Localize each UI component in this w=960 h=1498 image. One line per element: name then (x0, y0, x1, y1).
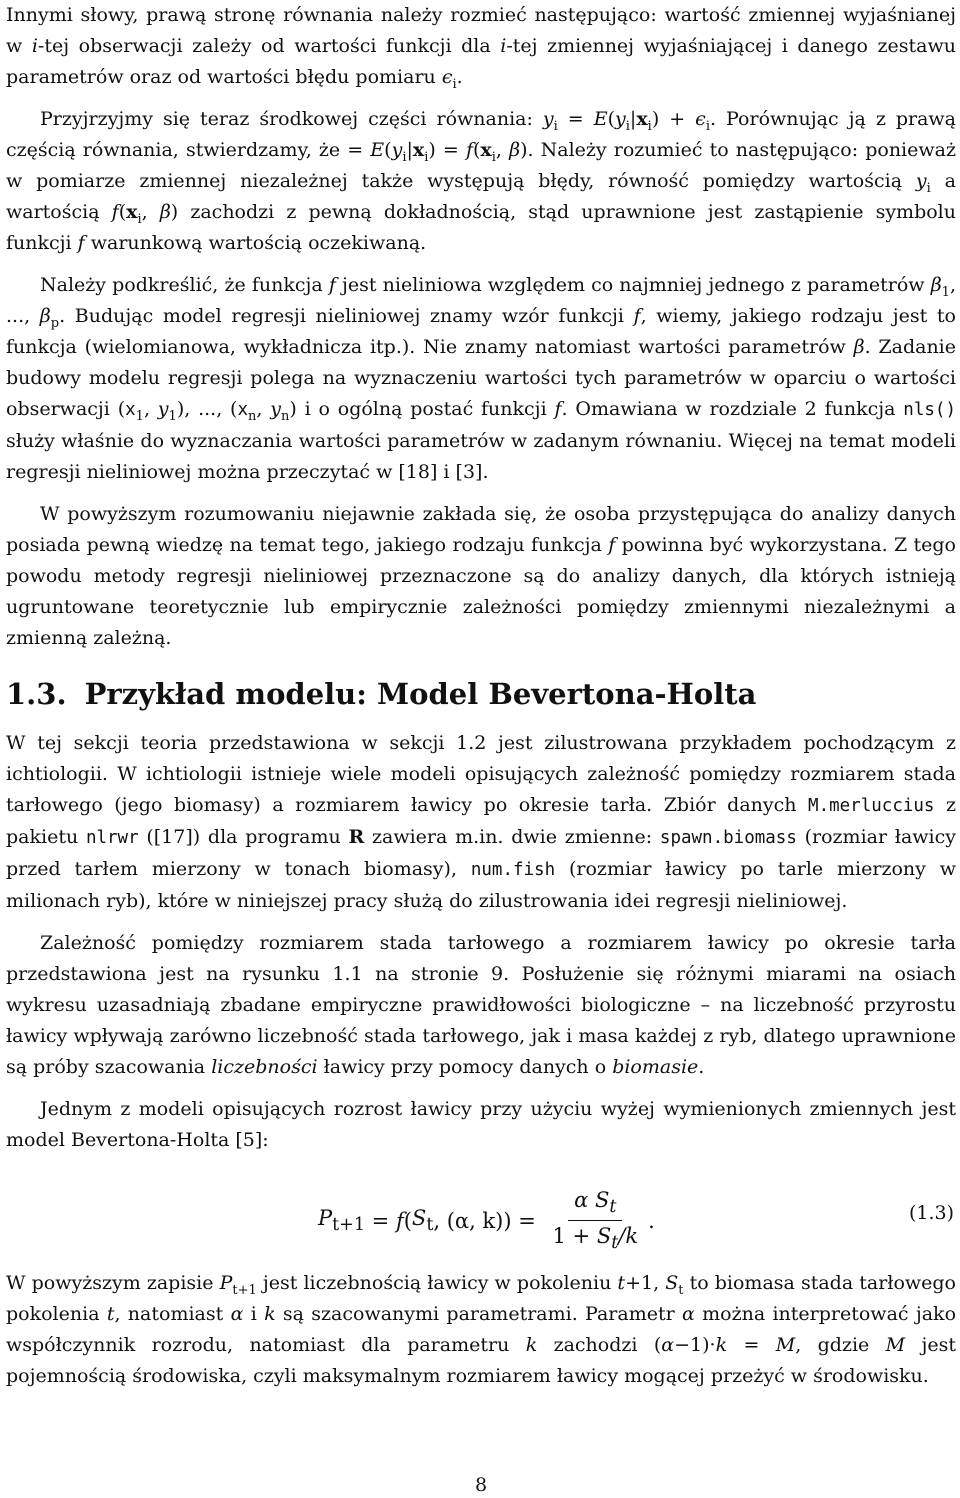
text-segment: ([17]) dla programu (138, 826, 349, 848)
text-segment: y (270, 398, 281, 420)
section-heading (6, 676, 956, 712)
text-segment: t (678, 1282, 684, 1298)
after-equation-text (6, 1268, 956, 1392)
text-segment: +1, (625, 1272, 666, 1294)
text-segment: ), ..., ( (176, 398, 238, 420)
text-segment: Należy podkreślić, że funkcja (40, 274, 329, 296)
text-segment: , gdzie (795, 1334, 886, 1356)
equation-number: (1.3) (908, 1202, 954, 1224)
text-segment: β (39, 305, 51, 327)
text-segment: β (853, 336, 865, 358)
text-segment: f (77, 232, 85, 254)
text-segment: y (542, 108, 554, 130)
text-segment: i (137, 211, 142, 227)
text-segment: . Budując model regresji nieliniowej znamy wzór funkcji (59, 305, 634, 327)
text-segment: ) + (651, 108, 696, 130)
text-segment: x (237, 400, 249, 420)
text-segment: spawn.biomass (659, 828, 797, 848)
page-number: 8 (474, 1474, 488, 1496)
section-number: 1.3. (6, 677, 67, 711)
text-segment: M.merluccius (808, 796, 935, 816)
text-segment: | (406, 139, 413, 161)
text-segment: t (106, 1303, 115, 1325)
paragraph (6, 270, 956, 488)
eq-numerator (568, 1188, 622, 1221)
text-segment: . Omawiana w rozdziale 2 funkcja (561, 398, 904, 420)
text-segment: f (608, 534, 616, 556)
text-segment: biomasie (612, 1056, 699, 1078)
text-segment: zachodzi ( (537, 1334, 662, 1356)
text-segment: S (665, 1272, 679, 1294)
text-segment: α (682, 1303, 695, 1325)
text-segment: (rozmiar ławicy przed tarłem mierzony w tonach biomasy), (6, 826, 956, 880)
text-segment: i (625, 118, 630, 134)
text-segment: i (705, 118, 710, 134)
text-segment: y (915, 170, 927, 192)
text-segment: Innymi słowy, prawą stronę równania należy rozmieć następująco: wartość zmiennej wyjaśnianej w (6, 4, 956, 57)
text-segment: f (554, 398, 562, 420)
text-segment: -tej obserwacji zależy od wartości funkcji dla (37, 35, 501, 57)
text-segment: 1 (135, 408, 144, 424)
text-segment: i (553, 118, 558, 134)
text-segment: β (930, 274, 942, 296)
text-segment: P (219, 1272, 233, 1294)
text-segment: z pakietu (6, 794, 956, 848)
equation-content (318, 1188, 655, 1253)
text-segment: ławicy przy pomocy danych o (317, 1056, 613, 1078)
text-segment: α (661, 1334, 675, 1356)
eq-den-one: 1 + (552, 1224, 597, 1249)
eq-S-arg (412, 1206, 433, 1235)
text-segment: k (525, 1334, 538, 1356)
text-segment: i (926, 180, 931, 196)
eq-equals-1: = (364, 1208, 396, 1233)
text-segment: . (698, 1056, 705, 1078)
text-segment: x (480, 139, 492, 161)
section-text (6, 728, 956, 1156)
text-segment: W tej sekcji teoria przedstawiona w sekcji 1.2 jest zilustrowana przykładem pochodzącym z ichtiologii. W ichtiologii istnieje wiele modeli opisujących zależność pomiędzy rozmiarem stada tarłowego (jego biomasy) a rozmiarem ławicy po okresie tarła. Zbiór danych (6, 732, 956, 816)
text-segment: | (629, 108, 637, 130)
text-segment: nls() (903, 400, 956, 420)
text-segment: M (775, 1334, 796, 1356)
paragraph (6, 0, 956, 93)
text-segment: num.fish (470, 860, 556, 880)
eq-fraction (547, 1188, 645, 1253)
text-segment: ( (473, 139, 481, 161)
text-segment: ) zachodzi z pewną dokładnością, stąd uprawnione jest zastąpienie symbolu funkcji (6, 201, 956, 254)
text-segment: ) = (428, 139, 466, 161)
paragraph (6, 104, 956, 259)
text-segment: x (126, 201, 138, 223)
text-segment: E (593, 108, 608, 130)
text-segment: . (456, 66, 463, 88)
text-segment: , wiemy, jakiego rodzaju jest to funkcja (wielomianowa, wykładnicza itp.). Nie znamy natomiast wartości parametrów (6, 305, 956, 358)
eq-den-S: S (596, 1224, 612, 1249)
text-segment: k (264, 1303, 276, 1325)
text-segment: t+1 (232, 1282, 257, 1298)
text-segment: powinna być wykorzystana. Z tego powodu metody regresji nieliniowej przeznaczone są do analizy danych, dla których istnieją ugruntowane teoretycznie lub empirycznie zależności pomiędzy zmiennymi niezależnymi a zmienną zależną. (6, 534, 956, 649)
text-segment: f (111, 201, 119, 223)
text-segment: E (370, 139, 385, 161)
eq-args: , (α, k)) = (433, 1208, 543, 1233)
text-segment: x (412, 139, 425, 161)
eq-lhs (318, 1206, 365, 1235)
text-segment: β (159, 201, 171, 223)
text-segment: ( (118, 201, 127, 223)
paragraph (6, 1094, 956, 1156)
text-segment: α (230, 1303, 244, 1325)
eq-paren: ( (403, 1208, 412, 1233)
section-title (6, 676, 956, 712)
text-segment: ( (607, 108, 616, 130)
eq-denominator (547, 1221, 645, 1253)
paragraph (6, 1268, 956, 1392)
text-segment: i (647, 118, 652, 134)
text-segment: , (256, 398, 271, 420)
text-segment: t (617, 1272, 626, 1294)
text-segment: ) i o ogólną postać funkcji (289, 398, 555, 420)
text-segment: f (328, 274, 336, 296)
text-segment: −1)· (674, 1334, 716, 1356)
text-segment: = (727, 1334, 776, 1356)
text-segment: jest nieliniowa względem co najmniej jednego z parametrów (335, 274, 931, 296)
text-segment: M (885, 1334, 906, 1356)
text-segment: i (452, 76, 457, 92)
text-segment: , ..., (6, 274, 956, 327)
text-segment: . Zadanie budowy modelu regresji polega na wyznaczeniu wartości tych parametrów w oparciu o wartości obserwacji ( (6, 336, 957, 420)
text-segment: warunkową wartością oczekiwaną. (84, 232, 427, 254)
text-segment: i (491, 149, 496, 165)
document-page (6, 0, 957, 1496)
text-segment: i (500, 35, 507, 57)
text-segment: W powyższym rozumowaniu niejawnie zakłada się, że osoba przystępująca do analizy danych posiada pewną wiedzę na temat tego, jakiego rodzaju funkcja (6, 503, 956, 556)
text-segment: y (391, 139, 403, 161)
text-segment: jest pojemnością środowiska, czyli maksymalnym rozmiarem ławicy mogącej przeżyć w środowisku. (6, 1334, 957, 1387)
text-segment: f (633, 305, 641, 327)
intro-text (6, 0, 956, 654)
text-segment: a wartością (6, 170, 956, 223)
text-segment: liczebności (211, 1056, 318, 1078)
text-segment: W powyższym zapisie (6, 1272, 220, 1294)
text-segment: (rozmiar ławicy po tarle mierzony w milionach ryb), które w niniejszej pracy służą do zilustrowania idei regresji nieliniowej. (6, 858, 956, 912)
eq-den-k: /k (618, 1224, 639, 1249)
section-title-text: Przykład modelu: Model Bevertona-Holta (84, 677, 757, 711)
text-segment: są szacowanymi parametrami. Parametr (275, 1303, 682, 1325)
text-segment: i (243, 1303, 265, 1325)
text-segment: Jednym z modeli opisujących rozrost ławicy przy użyciu wyżej wymienionych zmiennych jest model Bevertona-Holta [5]: (6, 1098, 956, 1151)
equation-1-3 (6, 1174, 956, 1260)
text-segment: y (157, 398, 169, 420)
text-segment: i (402, 149, 407, 165)
eq-period: . (648, 1208, 655, 1233)
text-segment: jest liczebnością ławicy w pokoleniu (256, 1272, 618, 1294)
text-segment: f (465, 139, 473, 161)
text-segment: zawiera m.in. dwie zmienne: (364, 826, 660, 848)
text-segment: Przyjrzyjmy się teraz środkowej części równania: (40, 108, 543, 130)
text-segment: i (31, 35, 38, 57)
text-segment: β (509, 139, 521, 161)
text-segment: ϵ (695, 108, 706, 130)
eq-lhs-sub: t+1 (332, 1215, 365, 1236)
eq-alpha: α (574, 1188, 589, 1212)
text-segment: ). Należy rozumieć to następująco: ponieważ w pomiarze zmiennej niezależnej także występują błędy, równość pomiędzy wartością (6, 139, 956, 192)
eq-lhs-symbol: P (318, 1206, 333, 1231)
eq-num-S-sub: t (609, 1197, 617, 1218)
text-segment: 1 (168, 408, 177, 424)
text-segment: nlrwr (85, 828, 139, 848)
text-segment: = (557, 108, 594, 130)
text-segment: , (143, 398, 158, 420)
text-segment: y (615, 108, 626, 130)
eq-S-sub: t (426, 1215, 434, 1236)
text-segment: służy właśnie do wyznaczania wartości parametrów w zadanym równaniu. Więcej na temat modeli regresji nieliniowej można przeczytać w [18] i [3]. (6, 430, 956, 483)
text-segment: , natomiast (114, 1303, 231, 1325)
paragraph (6, 928, 956, 1083)
eq-S: S (411, 1206, 427, 1231)
text-segment: ϵ (441, 66, 453, 88)
text-segment: p (50, 315, 60, 331)
eq-num-S: S (595, 1188, 610, 1212)
eq-function: f (395, 1208, 404, 1233)
text-segment: -tej zmiennej wyjaśniającej i danego zestawu parametrów oraz od wartości błędu pomiaru (6, 35, 956, 88)
text-segment: , (495, 139, 510, 161)
text-segment: Zależność pomiędzy rozmiarem stada tarłowego a rozmiarem ławicy po okresie tarła przedstawiona jest na rysunku 1.1 na stronie 9. Posłużenie się różnymi miarami na osiach wykresu uzasadniają zbadane empiryczne prawidłowości biologiczne – na liczebność przyrostu ławicy wpływają zarówno liczebność stada tarłowego, jak i masa każdej z ryb, dlatego uprawnione są próby szacowania (6, 932, 956, 1078)
text-segment: , (141, 201, 160, 223)
paragraph (6, 499, 956, 654)
text-segment: k (715, 1334, 728, 1356)
section-body (6, 728, 956, 1392)
text-segment: ( (384, 139, 392, 161)
text-segment: x (636, 108, 648, 130)
text-segment: 1 (941, 284, 950, 300)
paragraph (6, 728, 956, 917)
text-segment: n (248, 408, 257, 424)
text-segment: można interpretować jako współczynnik rozrodu, natomiast dla parametru (6, 1303, 957, 1356)
text-segment: to biomasa stada tarłowego pokolenia (6, 1272, 956, 1325)
eq-den-S-sub: t (611, 1233, 619, 1254)
text-segment: i (424, 149, 429, 165)
text-segment: x (125, 400, 136, 420)
text-segment: R (348, 826, 365, 848)
text-segment: n (281, 408, 290, 424)
text-segment: . Porównując ją z prawą częścią równania, stwierdzamy, że = (6, 108, 957, 161)
